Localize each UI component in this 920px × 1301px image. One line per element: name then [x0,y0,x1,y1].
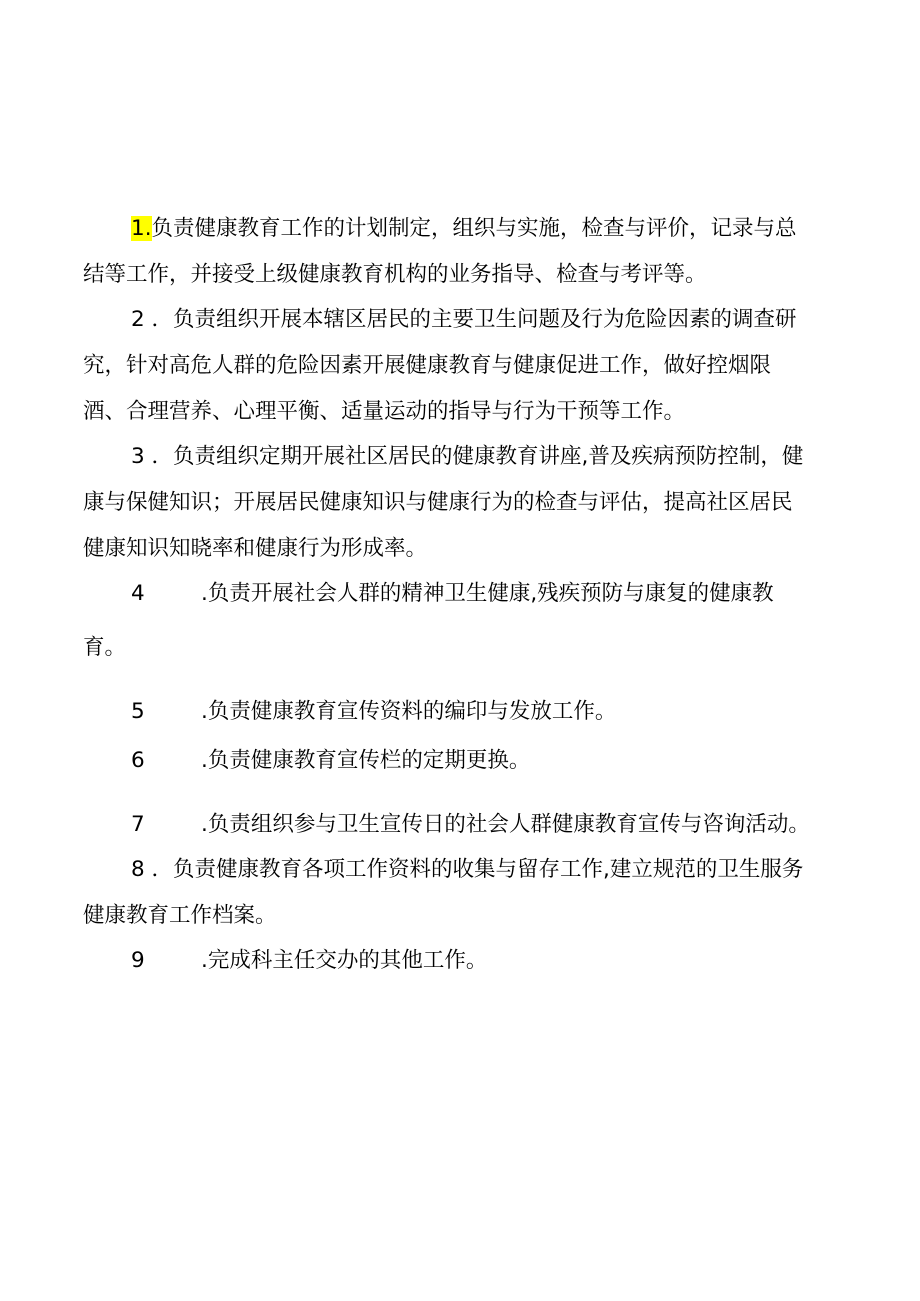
item-2-line-2: 究，针对高危人群的危险因素开展健康教育与健康促进工作，做好控烟限 [83,353,772,378]
item-3-line-1: 3 ．负责组织定期开展社区居民的健康教育讲座,普及疾病预防控制，健 [131,444,804,469]
item-6: 6 .负责健康教育宣传栏的定期更换。 [131,748,531,773]
item-7: 7 .负责组织参与卫生宣传日的社会人群健康教育宣传与咨询活动。 [131,812,810,837]
item-3-line-3: 健康知识知晓率和健康行为形成率。 [83,536,428,561]
item-5: 5 .负责健康教育宣传资料的编印与发放工作。 [131,699,617,724]
item-1-line-1: 1.负责健康教育工作的计划制定，组织与实施，检查与评价，记录与总 [131,216,797,241]
item-3-line-2: 康与保健知识；开展居民健康知识与健康行为的检查与评估，提高社区居民 [83,490,793,515]
item-2-line-3: 酒、合理营养、心理平衡、适量运动的指导与行为干预等工作。 [83,399,686,424]
item-4-line-2: 育。 [83,635,127,660]
item-4-line-1: 4 .负责开展社会人群的精神卫生健康,残疾预防与康复的健康教 [131,581,774,606]
item-9: 9 .完成科主任交办的其他工作。 [131,948,488,973]
item-1-line-2: 结等工作，并接受上级健康教育机构的业务指导、检查与考评等。 [83,262,707,287]
item-2-line-1: 2 ．负责组织开展本辖区居民的主要卫生问题及行为危险因素的调查研 [131,307,797,332]
item-8-line-2: 健康教育工作档案。 [83,903,277,928]
item-8-line-1: 8 ．负责健康教育各项工作资料的收集与留存工作,建立规范的卫生服务 [131,857,804,882]
item-1-number: 1. [131,216,152,241]
